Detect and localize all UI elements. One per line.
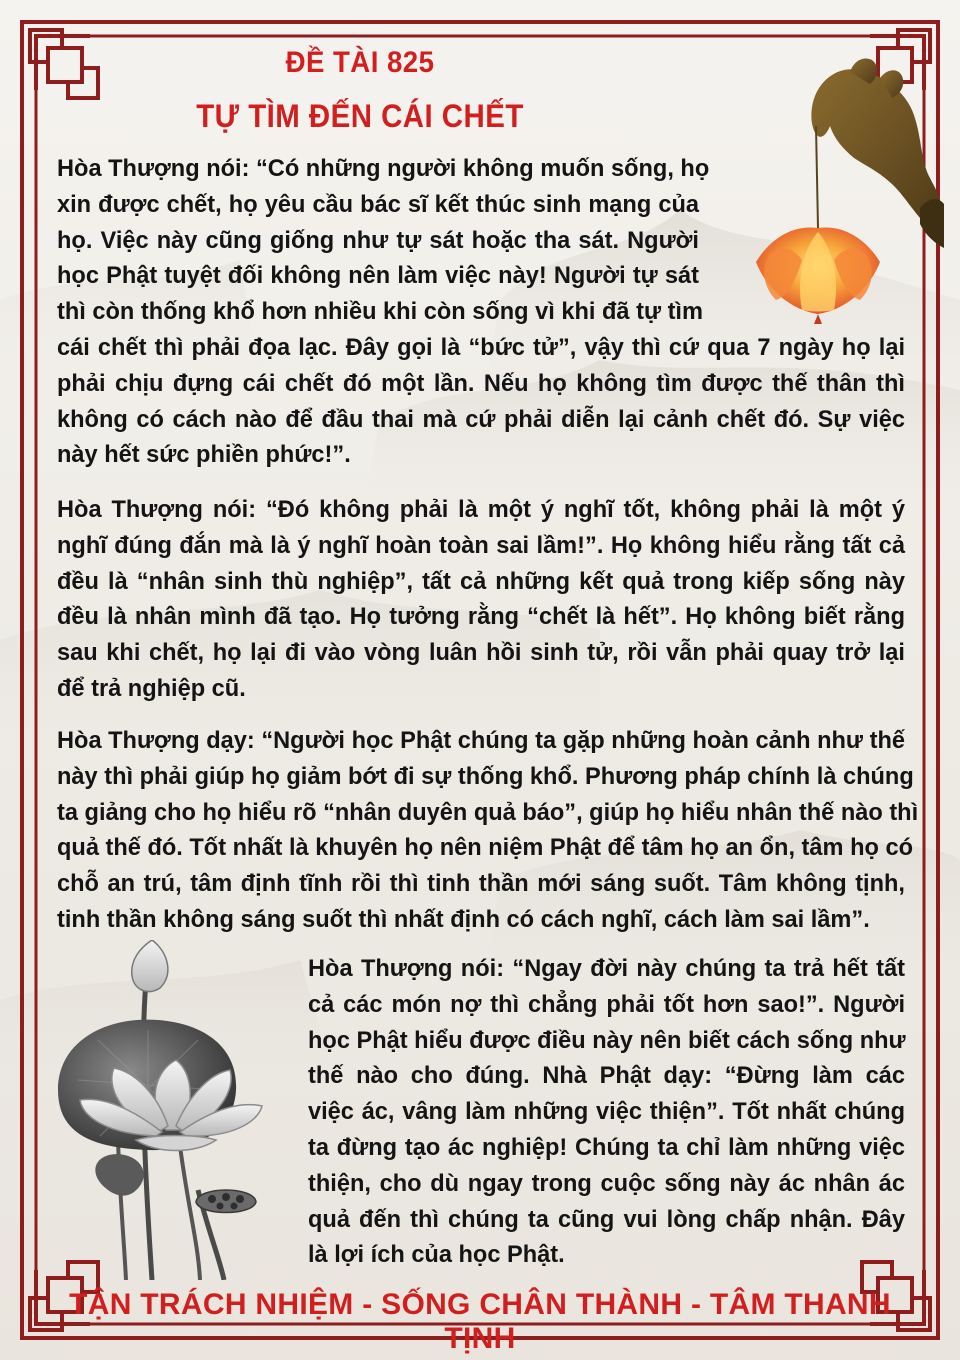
paragraph-line: họ. Việc này cũng giống như tự sát hoặc tha sát. Người	[57, 227, 699, 254]
title-topic-number: ĐỀ TÀI 825	[285, 46, 435, 79]
paragraph-line: Hòa Thượng nói: “Có những người không muốn sống, họ	[57, 156, 710, 182]
paragraph-line: này thì phải giúp họ giảm bớt đi sự thống khổ. Phương pháp chính là chúng	[57, 763, 914, 790]
paragraph-line: thiện, cho dù ngay trong cuộc sống này ác nhân ác	[308, 1170, 905, 1197]
paragraph-1	[57, 152, 905, 474]
paragraph-line: là lợi ích của học Phật.	[308, 1242, 565, 1269]
paragraph-line: thế nào cho đúng. Nhà Phật dạy: “Đừng làm các	[308, 1063, 905, 1090]
paragraph-line: ta đừng tạo ác nghiệp! Chúng ta chỉ làm những việc	[308, 1134, 905, 1161]
paragraph-line: cái chết thì phải đọa lạc. Đây gọi là “bức tử”, vậy thì cứ qua 7 ngày họ lại	[57, 334, 905, 361]
paragraph-line: nghĩ đúng đắn mà là ý nghĩ hoàn toàn sai lầm!”. Họ không hiểu rằng tất cả	[57, 532, 905, 559]
paragraph-line: để trả nghiệp cũ.	[57, 675, 246, 702]
paragraph-line: phải chịu đựng cái chết đó một lần. Nếu họ không tìm được thế thân thì	[57, 370, 905, 397]
lotus-plant-illustration-icon	[48, 940, 308, 1280]
paragraph-line: đều là “nhân sinh thù nghiệp”, tất cả những kết quả trong kiếp sống này	[57, 568, 905, 595]
paragraph-line: học Phật hiểu được điều này nên biết cách sống như	[308, 1027, 906, 1054]
paragraph-3	[57, 724, 919, 939]
paragraph-line: xin được chết, họ yêu cầu bác sĩ kết thúc sinh mạng của	[57, 191, 699, 218]
paragraph-line: tinh thần không sáng suốt thì nhất định có cách nghĩ, cách làm sai lầm”.	[57, 906, 870, 933]
paragraph-line: học Phật tuyệt đối không nên làm việc này! Người tự sát	[57, 263, 699, 290]
paragraph-line: Hòa Thượng nói: “Ngay đời này chúng ta trả hết tất	[308, 956, 905, 982]
paragraph-line: ta giảng cho họ hiểu rõ “nhân duyên quả báo”, giúp họ hiểu nhân thế nào thì	[57, 799, 919, 826]
paragraph-line: cả các món nợ thì chẳng phải tốt hơn sao!”. Người	[308, 991, 905, 1018]
paragraph-line: chỗ an trú, tâm định tĩnh rồi thì tinh thần mới sáng suốt. Tâm không tịnh,	[57, 871, 905, 898]
paragraph-line: không có cách nào để đầu thai mà cứ phải diễn lại cảnh chết đó. Sự việc	[57, 406, 905, 433]
paragraph-line: quả thế đó. Tốt nhất là khuyên họ nên niệm Phật để tâm họ an ổn, tâm họ có	[57, 835, 913, 862]
paragraph-line: đều là nhân mình đã tạo. Họ tưởng rằng “chết là hết”. Họ không biết rằng	[57, 604, 905, 631]
paragraph-2	[57, 493, 905, 708]
paragraph-line: Hòa Thượng nói: “Đó không phải là một ý nghĩ tốt, không phải là một ý	[57, 497, 905, 523]
paragraph-line: sau khi chết, họ lại đi vào vòng luân hồi sinh tử, rồi vẫn phải quay trở lại	[57, 640, 905, 667]
paragraph-4	[308, 952, 905, 1274]
paragraph-line: này hết sức phiền phức!”.	[57, 442, 351, 469]
paragraph-line: việc ác, vâng làm những việc thiện”. Tốt nhất chúng	[308, 1099, 905, 1126]
title-subject: TỰ TÌM ĐẾN CÁI CHẾT	[196, 98, 524, 134]
paragraph-line: quả đến thì chúng ta cũng vui lòng chấp nhận. Đây	[308, 1206, 905, 1233]
paragraph-line: Hòa Thượng dạy: “Người học Phật chúng ta gặp những hoàn cảnh như thế	[57, 728, 905, 754]
paragraph-line: thì còn thống khổ hơn nhiều khi còn sống vì khi đã tự tìm	[57, 299, 703, 326]
footer-motto: TẬN TRÁCH NHIỆM - SỐNG CHÂN THÀNH - TÂM THANH TỊNH	[69, 1288, 891, 1355]
